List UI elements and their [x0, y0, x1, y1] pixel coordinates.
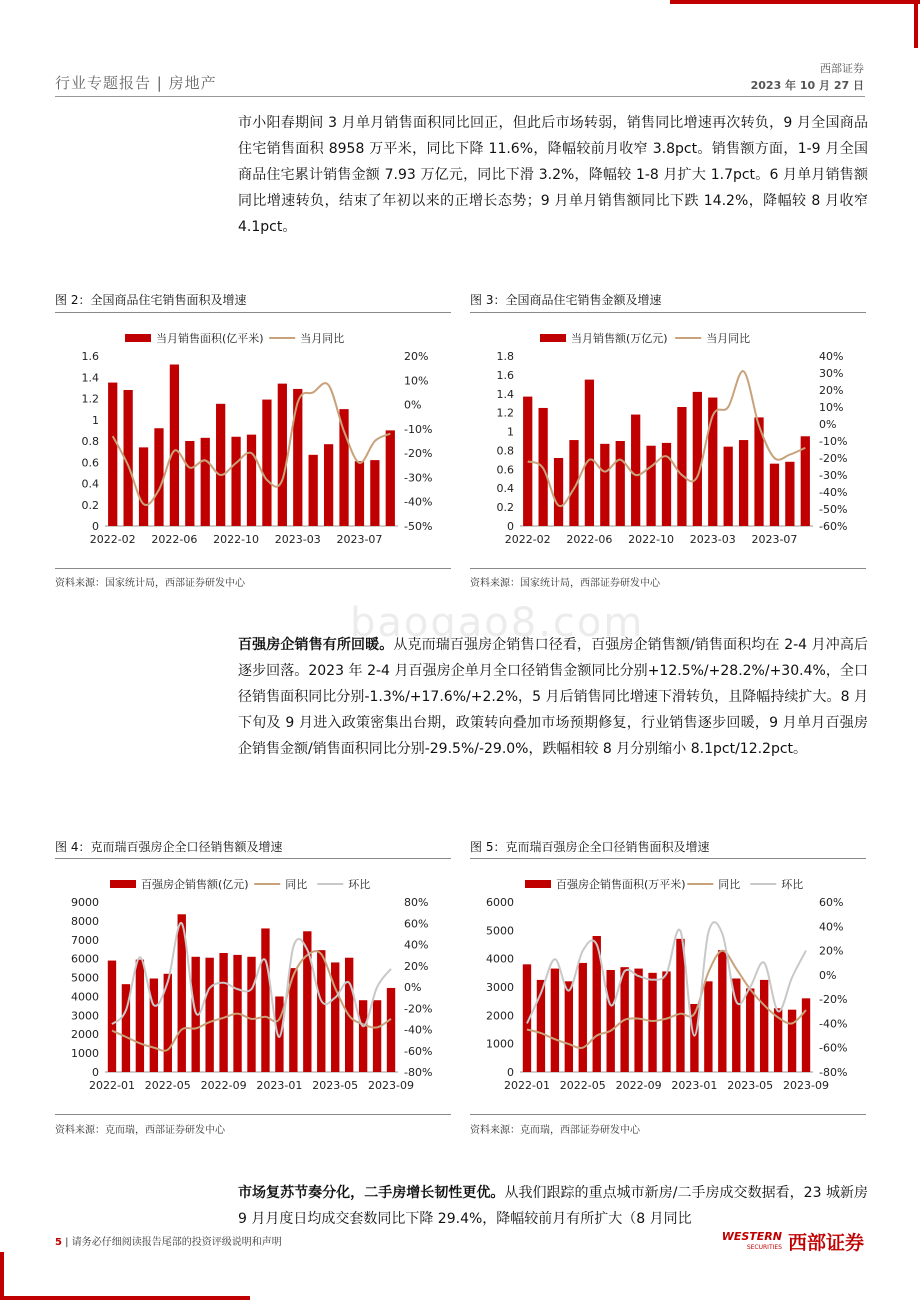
fig3-bar: [739, 440, 748, 526]
header-divider: [55, 96, 865, 97]
fig5-ytick-left: 2000: [486, 1009, 514, 1023]
fig4-legend-bar-swatch: [110, 880, 136, 888]
fig5-ytick-left: 3000: [486, 981, 514, 994]
paragraph-national-sales: 市小阳春期间 3 月单月销售面积同比回正，但此后市场转弱，销售同比增速再次转负，9 月全国商品住宅销售面积 8958 万平米，同比下降 11.6%，降幅较前月收窄 3.8pct。销售额方面，1-9 月全国商品住宅累计销售金额 7.93 万亿元，同比下滑 3.2%，降幅较 1-8 月扩大 1.7pct。6 月单月销售额同比增速转负，结束了年初以来的正增长态势；9 月单月销售额同比下跌 14.2%，降幅较 8 月收窄 4.1pct。: [238, 115, 869, 235]
fig2-ytick-right: -20%: [404, 447, 433, 461]
fig5-chart: [470, 864, 866, 1104]
fig5-bar: [788, 1010, 796, 1072]
fig4-ytick-right: -60%: [404, 1044, 433, 1058]
fig3-ytick-left: 0.4: [496, 482, 514, 496]
fig3-bar: [600, 444, 609, 526]
fig5-ytick-right: 0%: [819, 968, 837, 982]
fig4-xtick: 2022-09: [200, 1079, 247, 1092]
fig3-ytick-right: 40%: [819, 350, 844, 363]
fig5-legend-label-1: 同比: [718, 878, 741, 891]
fig5-bar: [648, 973, 656, 1072]
fig4-bar: [317, 950, 325, 1072]
fig2-legend-label-1: 当月同比: [300, 332, 345, 345]
fig3-ytick-right: 10%: [819, 401, 844, 414]
fig3-top-rule: [470, 312, 866, 313]
fig2-source: 资料来源：国家统计局，西部证券研发中心: [55, 578, 245, 589]
fig2-xtick: 2022-02: [89, 533, 136, 546]
fig4-ytick-right: -80%: [404, 1066, 433, 1079]
fig2-top-rule: [55, 312, 451, 313]
fig4-bar: [150, 979, 158, 1073]
fig4-source: 资料来源：克而瑞，西部证券研发中心: [55, 1125, 225, 1136]
paragraph2-lead: 百强房企销售有所回暖。: [238, 637, 394, 653]
fig4-legend: [110, 877, 370, 891]
footer-disclaimer: 请务必仔细阅读报告尾部的投资评级说明和声明: [71, 1237, 282, 1248]
paragraph3-body: 从我们跟踪的重点城市新房/二手房成交数据看，23 城新房 9 月月度日均成交套数同比下降 29.4%，降幅较前月有所扩大（8 月同比: [238, 1185, 868, 1227]
fig3-xtick: 2022-10: [628, 533, 675, 546]
fig3-ytick-left: 1.4: [496, 387, 514, 401]
fig2-legend: [125, 331, 344, 345]
fig3-bar: [554, 458, 563, 526]
fig3-legend-label-1: 当月同比: [706, 332, 751, 345]
fig5-bar: [746, 988, 754, 1072]
fig5-source: 资料来源：克而瑞，西部证券研发中心: [470, 1125, 640, 1136]
fig2-legend-bar-swatch: [125, 334, 151, 342]
fig3-xtick: 2022-06: [566, 533, 613, 546]
fig2-bar: [355, 461, 364, 526]
fig4-legend-label-2: 环比: [348, 878, 371, 891]
fig3-ytick-right: -20%: [819, 452, 848, 465]
fig5-ytick-right: -20%: [819, 993, 848, 1007]
fig5-ytick-right: -60%: [819, 1041, 848, 1055]
fig2-ytick-left: 1.2: [81, 392, 99, 406]
fig2-xtick: 2022-06: [151, 533, 198, 546]
fig4-bar: [247, 957, 255, 1072]
fig4-xtick: 2022-01: [88, 1079, 135, 1092]
fig3-legend-label-0: 当月销售额(万亿元): [571, 332, 668, 345]
fig2-ytick-left: 0.4: [81, 477, 99, 491]
fig4-ytick-right: 20%: [404, 959, 429, 973]
fig3-ytick-right: -10%: [819, 435, 848, 448]
fig2-bar: [201, 438, 210, 526]
brand-logo: [722, 1228, 864, 1255]
fig2-bar: [309, 455, 318, 526]
paragraph2-body: 从克而瑞百强房企销售口径看，百强房企销售额/销售面积均在 2-4 月冲高后逐步回落。2023 年 2-4 月百强房企单月全口径销售金额同比分别+12.5%/+28.2%/+30.4%，全口径销售面积同比分别-1.3%/+17.6%/+2.2%，5 月后销售同比增速下滑转负，且降幅持续扩大。8 月下旬及 9 月进入政策密集出台期，政策转向叠加市场预期修复，行业销售逐步回暖，9 月单月百强房企销售金额/销售面积同比分别-29.5%/-29.0%，跌幅相较 8 月分别缩小 8.1pct/12.2pct。: [238, 637, 869, 757]
brand-en: WESTERN: [721, 1229, 782, 1243]
paragraph3-lead: 市场复苏节奏分化，二手房增长韧性更优。: [238, 1185, 505, 1201]
fig5-ytick-right: 60%: [819, 896, 844, 909]
fig3-bar: [585, 380, 594, 526]
fig5-legend-bar-swatch: [525, 880, 551, 888]
fig3-svg: [470, 318, 866, 558]
fig5-legend: [525, 877, 803, 891]
fig3-ytick-right: -60%: [819, 520, 848, 533]
paragraph-top100-sales: [238, 632, 868, 762]
fig4-ytick-right: 40%: [404, 938, 429, 952]
fig2-bar: [170, 365, 179, 527]
fig4-bar: [359, 1000, 367, 1072]
brand-cn: 西部证券: [787, 1232, 864, 1254]
fig5-xtick: 2022-05: [559, 1079, 606, 1092]
fig4-bar: [373, 1000, 381, 1072]
fig3-bottom-rule: [470, 568, 866, 569]
fig4-ytick-right: 80%: [404, 896, 429, 909]
fig2-ytick-right: 0%: [404, 398, 422, 412]
fig4-ytick-left: 3000: [71, 1009, 99, 1023]
fig4-title: 图 4：克而瑞百强房企全口径销售额及增速: [55, 840, 283, 854]
fig2-bar: [247, 435, 256, 526]
fig3-ytick-right: 30%: [819, 367, 844, 380]
fig4-bar: [108, 961, 116, 1072]
fig2-chart: [55, 318, 451, 558]
fig3-ytick-right: -40%: [819, 486, 848, 499]
report-category: 行业专题报告 | 房地产: [55, 74, 217, 92]
fig5-bar: [718, 950, 726, 1072]
fig5-bar: [565, 981, 573, 1072]
fig4-ytick-left: 1000: [71, 1047, 99, 1061]
fig3-xtick: 2022-02: [504, 533, 551, 546]
fig3-bar: [646, 446, 655, 526]
fig5-bar: [662, 971, 670, 1072]
fig3-bar: [677, 407, 686, 526]
fig2-ytick-right: -10%: [404, 422, 433, 436]
fig5-ytick-right: 40%: [819, 920, 844, 934]
fig5-bar: [634, 969, 642, 1072]
fig2-ytick-right: -40%: [404, 495, 433, 509]
fig4-chart: [55, 864, 451, 1104]
fig2-bar: [216, 404, 225, 526]
fig2-ytick-left: 1.6: [81, 350, 99, 363]
fig5-svg: [470, 864, 866, 1104]
fig2-svg: [55, 318, 451, 558]
fig3-xtick: 2023-07: [751, 533, 798, 546]
fig2-ytick-left: 0.6: [81, 456, 99, 470]
fig5-ytick-right: 20%: [819, 944, 844, 958]
fig2-bottom-rule: [55, 568, 451, 569]
fig3-ytick-left: 1.8: [496, 350, 514, 363]
fig2-bar: [262, 400, 271, 526]
fig4-ytick-left: 7000: [71, 933, 99, 947]
fig4-ytick-left: 4000: [71, 990, 99, 1004]
fig4-xtick: 2023-01: [256, 1079, 303, 1092]
fig5-bar: [607, 970, 615, 1072]
fig3-ytick-left: 0: [507, 520, 514, 533]
fig4-svg: [55, 864, 451, 1104]
fig2-title: 图 2：全国商品住宅销售面积及增速: [55, 293, 247, 307]
fig4-ytick-right: -40%: [404, 1023, 433, 1037]
fig3-legend-bar-swatch: [540, 334, 566, 342]
fig2-ytick-left: 1: [92, 413, 99, 427]
fig5-title: 图 5：克而瑞百强房企全口径销售面积及增速: [470, 840, 710, 854]
fig2-bar: [324, 444, 333, 526]
fig2-bar: [278, 384, 287, 526]
fig3-ytick-left: 0.2: [496, 501, 514, 515]
fig5-ytick-left: 6000: [486, 896, 514, 909]
fig2-ytick-left: 1.4: [81, 371, 99, 385]
fig5-legend-label-0: 百强房企销售面积(万平米): [556, 878, 686, 891]
fig3-ytick-left: 0.6: [496, 463, 514, 477]
watermark: baogao8.com: [350, 600, 645, 646]
fig3-ytick-right: 0%: [819, 418, 837, 431]
fig4-legend-label-0: 百强房企销售额(亿元): [141, 878, 249, 891]
fig5-xtick: 2023-09: [783, 1079, 830, 1092]
fig4-legend-label-1: 同比: [285, 878, 308, 891]
fig4-ytick-left: 5000: [71, 971, 99, 985]
fig3-ytick-right: 20%: [819, 384, 844, 397]
fig5-ytick-right: -80%: [819, 1066, 848, 1079]
fig4-xtick: 2023-09: [368, 1079, 415, 1092]
fig4-ytick-left: 6000: [71, 952, 99, 966]
fig2-xtick: 2023-07: [336, 533, 383, 546]
fig5-bar: [676, 939, 684, 1072]
fig4-top-rule: [55, 858, 451, 859]
fig2-bar: [139, 447, 148, 526]
fig2-bar: [108, 383, 117, 526]
fig4-xtick: 2023-05: [312, 1079, 359, 1092]
fig4-ytick-left: 2000: [71, 1028, 99, 1042]
fig5-ytick-left: 0: [507, 1066, 514, 1079]
fig2-ytick-right: -30%: [404, 471, 433, 485]
fig4-ytick-right: 0%: [404, 981, 422, 994]
fig5-xtick: 2022-01: [503, 1079, 550, 1092]
fig4-bar: [136, 960, 144, 1072]
fig4-bar: [205, 958, 213, 1072]
fig2-ytick-right: 20%: [404, 350, 429, 363]
fig2-bar: [154, 428, 163, 526]
fig4-bar: [387, 988, 395, 1072]
fig5-ytick-left: 4000: [486, 952, 514, 966]
fig3-source: 资料来源：国家统计局，西部证券研发中心: [470, 578, 660, 589]
fig3-bar: [724, 447, 733, 526]
fig4-bottom-rule: [55, 1114, 451, 1115]
fig4-ytick-right: -20%: [404, 1002, 433, 1016]
fig4-ytick-left: 0: [92, 1066, 99, 1079]
fig3-xtick: 2023-03: [689, 533, 736, 546]
fig5-legend-label-2: 环比: [781, 878, 804, 891]
footer-disclaimer-row: 5 | 请务必仔细阅读报告尾部的投资评级说明和声明: [55, 1237, 282, 1248]
fig2-bar: [370, 460, 379, 526]
fig3-bar: [616, 441, 625, 526]
fig3-ytick-left: 1.6: [496, 368, 514, 382]
fig4-bar: [275, 996, 283, 1072]
fig2-bar: [293, 389, 302, 526]
fig5-ytick-left: 1000: [486, 1037, 514, 1051]
bottom-accent-bar: [0, 1296, 250, 1300]
fig4-ytick-left: 8000: [71, 914, 99, 928]
fig4-bar: [219, 953, 227, 1072]
fig2-ytick-left: 0.8: [81, 435, 99, 448]
fig2-bar: [185, 441, 194, 526]
fig3-title: 图 3：全国商品住宅销售金额及增速: [470, 293, 662, 307]
firm-name: 西部证券: [820, 62, 864, 75]
fig5-bar: [579, 963, 587, 1072]
report-date: 2023 年 10 月 27 日: [750, 79, 864, 92]
fig5-xtick: 2023-01: [671, 1079, 718, 1092]
fig3-bar: [770, 464, 779, 526]
fig5-bar: [802, 998, 810, 1072]
fig5-bar: [760, 980, 768, 1072]
fig5-xtick: 2023-05: [727, 1079, 774, 1092]
top-accent-vertical: [914, 0, 918, 48]
fig3-ytick-left: 1.2: [496, 406, 514, 420]
fig3-chart: [470, 318, 866, 558]
fig3-bar: [785, 462, 794, 526]
fig5-top-rule: [470, 858, 866, 859]
fig4-ytick-left: 9000: [71, 896, 99, 909]
fig5-xtick: 2022-09: [615, 1079, 662, 1092]
fig3-ytick-right: -30%: [819, 469, 848, 482]
fig3-ytick-left: 0.8: [496, 444, 514, 458]
fig3-ytick-right: -50%: [819, 503, 848, 516]
fig2-ytick-right: -50%: [404, 520, 433, 533]
paragraph-market-divergence: [238, 1180, 868, 1232]
bottom-accent-vertical: [0, 1252, 4, 1300]
fig5-bar: [704, 981, 712, 1072]
fig2-bar: [339, 409, 348, 526]
fig5-bar: [551, 969, 559, 1072]
fig2-xtick: 2022-10: [213, 533, 260, 546]
fig3-ytick-left: 1: [507, 425, 514, 439]
fig2-ytick-right: 10%: [404, 374, 429, 388]
fig4-xtick: 2022-05: [144, 1079, 191, 1092]
fig5-bottom-rule: [470, 1114, 866, 1115]
fig3-legend: [540, 331, 750, 345]
fig5-ytick-left: 5000: [486, 924, 514, 938]
page-number: 5: [55, 1237, 62, 1248]
fig2-ytick-left: 0: [92, 520, 99, 533]
fig2-xtick: 2023-03: [274, 533, 321, 546]
fig5-ytick-right: -40%: [819, 1017, 848, 1031]
fig4-bar: [261, 928, 269, 1072]
fig3-bar: [693, 392, 702, 526]
fig2-bar: [231, 437, 240, 526]
fig4-ytick-right: 60%: [404, 917, 429, 931]
fig2-bar: [386, 430, 395, 526]
brand-en-sub: SECURITIES: [746, 1243, 782, 1251]
fig2-ytick-left: 0.2: [81, 498, 99, 512]
fig3-bar: [631, 415, 640, 526]
fig2-legend-label-0: 当月销售面积(亿平米): [156, 332, 264, 345]
top-accent-bar: [670, 0, 920, 4]
